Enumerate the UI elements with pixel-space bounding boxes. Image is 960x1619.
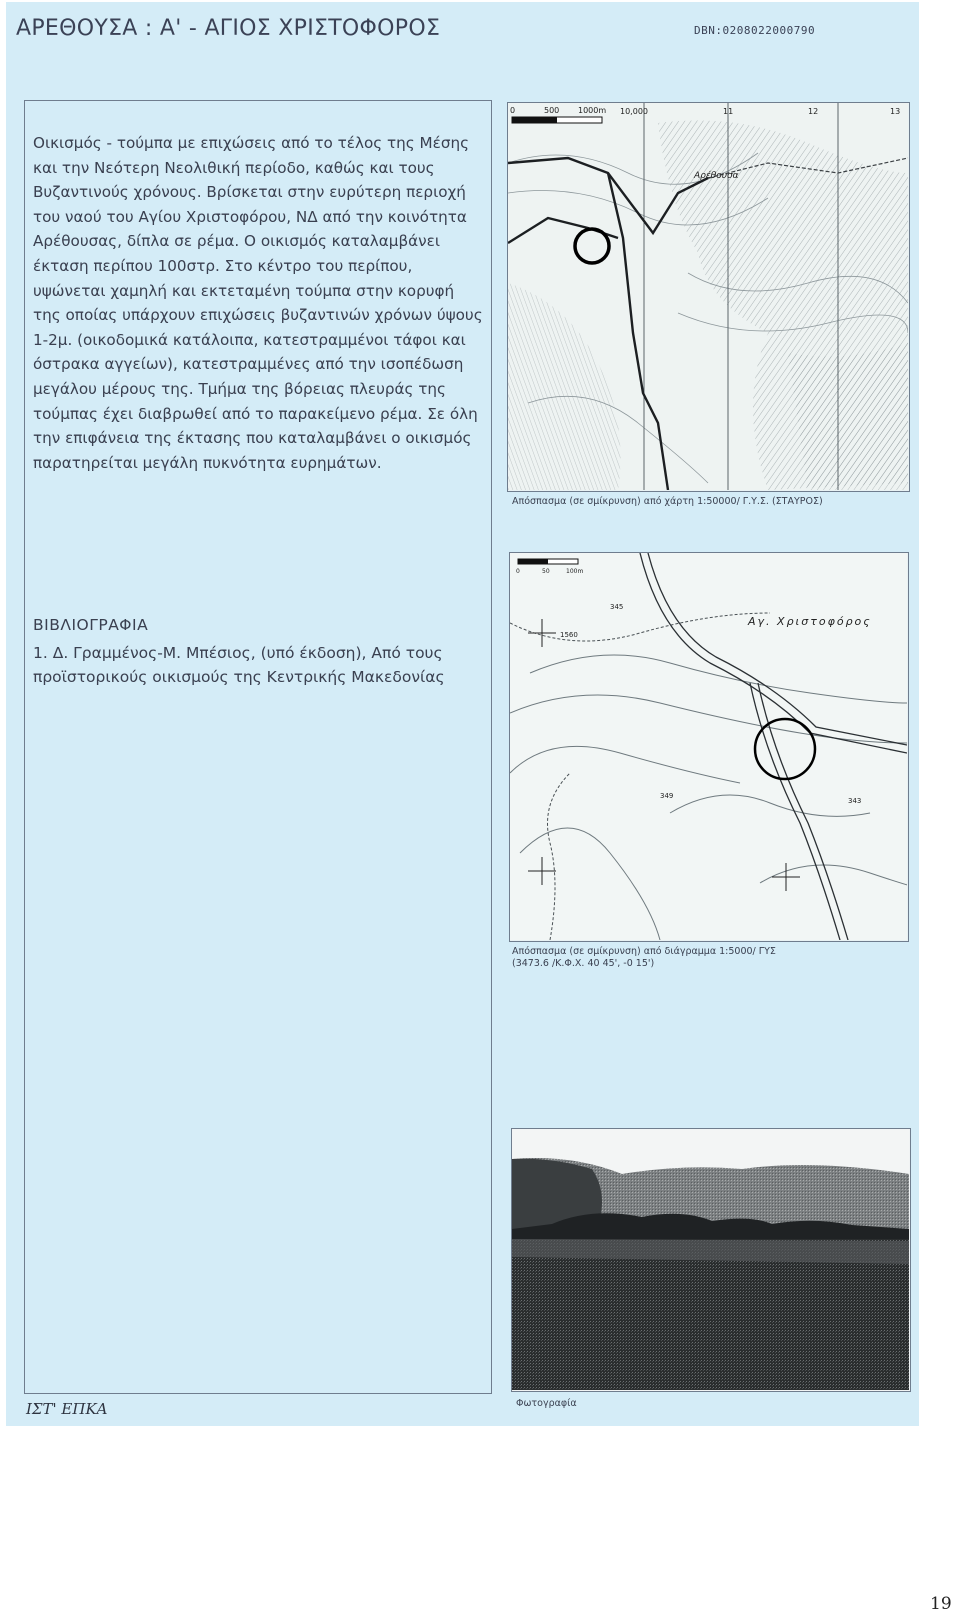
map1-scale-1000: 1000m (578, 106, 607, 115)
map2-elevation-345: 345 (610, 603, 624, 611)
bibliography-title: ΒΙΒΛΙΟΓΡΑΦΙΑ (33, 616, 149, 634)
map1-scale-500: 500 (544, 106, 560, 115)
page-sheet (6, 2, 919, 1426)
page-number: 19 (930, 1594, 952, 1614)
bibliography-item: 1. Δ. Γραμμένος-Μ. Μπέσιος, (υπό έκδοση), Από τους προϊστορικούς οικισμούς της Κεντρικής Μακεδονίας (33, 644, 445, 686)
map1-grid-10000: 10,000 (620, 107, 648, 116)
topographic-map-5000 (509, 552, 909, 942)
map2-elevation-343: 343 (848, 797, 862, 805)
map1-place-label: Αρέθουσα (694, 171, 739, 181)
map1-caption: Απόσπασμα (σε σμίκρυνση) από χάρτη 1:50000/ Γ.Υ.Σ. (ΣΤΑΥΡΟΣ) (512, 496, 823, 507)
map2-caption-line1: Απόσπασμα (σε σμίκρυνση) από διάγραμμα 1:5000/ ΓΥΣ (512, 946, 776, 957)
map2-elevation-349: 349 (660, 792, 674, 800)
map2-place-label: Αγ. Χριστοφόρος (748, 615, 872, 628)
site-code: DBN:0208022000790 (694, 24, 816, 37)
detail-map-graphic (510, 553, 907, 940)
topographic-map-50000 (507, 102, 910, 492)
map2-scale-0: 0 (516, 568, 520, 575)
map2-scale-50: 50 (542, 568, 550, 575)
map1-grid-11: 11 (723, 107, 734, 116)
footer-ephorate: ΙΣΤ' ΕΠΚΑ (26, 1400, 108, 1418)
landscape-photo-graphic (512, 1129, 909, 1390)
map2-grid-value: 1560 (560, 631, 578, 639)
map1-grid-13: 13 (890, 107, 901, 116)
topographic-map-graphic (508, 103, 908, 490)
description-panel (24, 100, 492, 1394)
map2-caption (512, 946, 912, 970)
description-text: Οικισμός - τούμπα με επιχώσεις από το τέλος της Μέσης και την Νεότερη Νεολιθική περίοδο, καθώς και τους Βυζαντινούς χρόνους. Βρίσκεται στην ευρύτερη περιοχή του ναού του Αγίου Χριστοφόρου, ΝΔ από την κοινότητα Αρέθουσας, δίπλα σε ρέμα. Ο οικισμός καταλαμβάνει έκταση περίπου 100στρ. Στο κέντρο του περίπου, υψώνεται χαμηλή και εκτεταμένη τούμπα στην κορυφή της οποίας υπάρχουν επιχώσεις βυζαντινών χρόνων ύψους 1-2μ. (οικοδομικά κατάλοιπα, κατεστραμμένοι τάφοι και όστρακα αγγείων), κατεστραμμένες από την ισοπέδωση μεγάλου μέρους της. Τμήμα της βόρειας πλευράς της τούμπας έχει διαβρωθεί από το παρακείμενο ρέμα. Σε όλη την επιφάνεια της έκτασης που καταλαμβάνει ο οικισμός παρατηρείται μεγάλη πυκνότητα ευρημάτων. (33, 134, 483, 472)
map2-scale-100: 100m (566, 568, 584, 575)
map1-scale-0: 0 (510, 106, 516, 115)
photo-caption: Φωτογραφία (516, 1398, 577, 1409)
map1-grid-12: 12 (808, 107, 819, 116)
site-photograph (511, 1128, 911, 1392)
page-title: ΑΡΕΘΟΥΣΑ : Α' - ΑΓΙΟΣ ΧΡΙΣΤΟΦΟΡΟΣ (16, 16, 441, 41)
map2-caption-line2: (3473.6 /Κ.Φ.Χ. 40 45', -0 15') (512, 958, 655, 969)
